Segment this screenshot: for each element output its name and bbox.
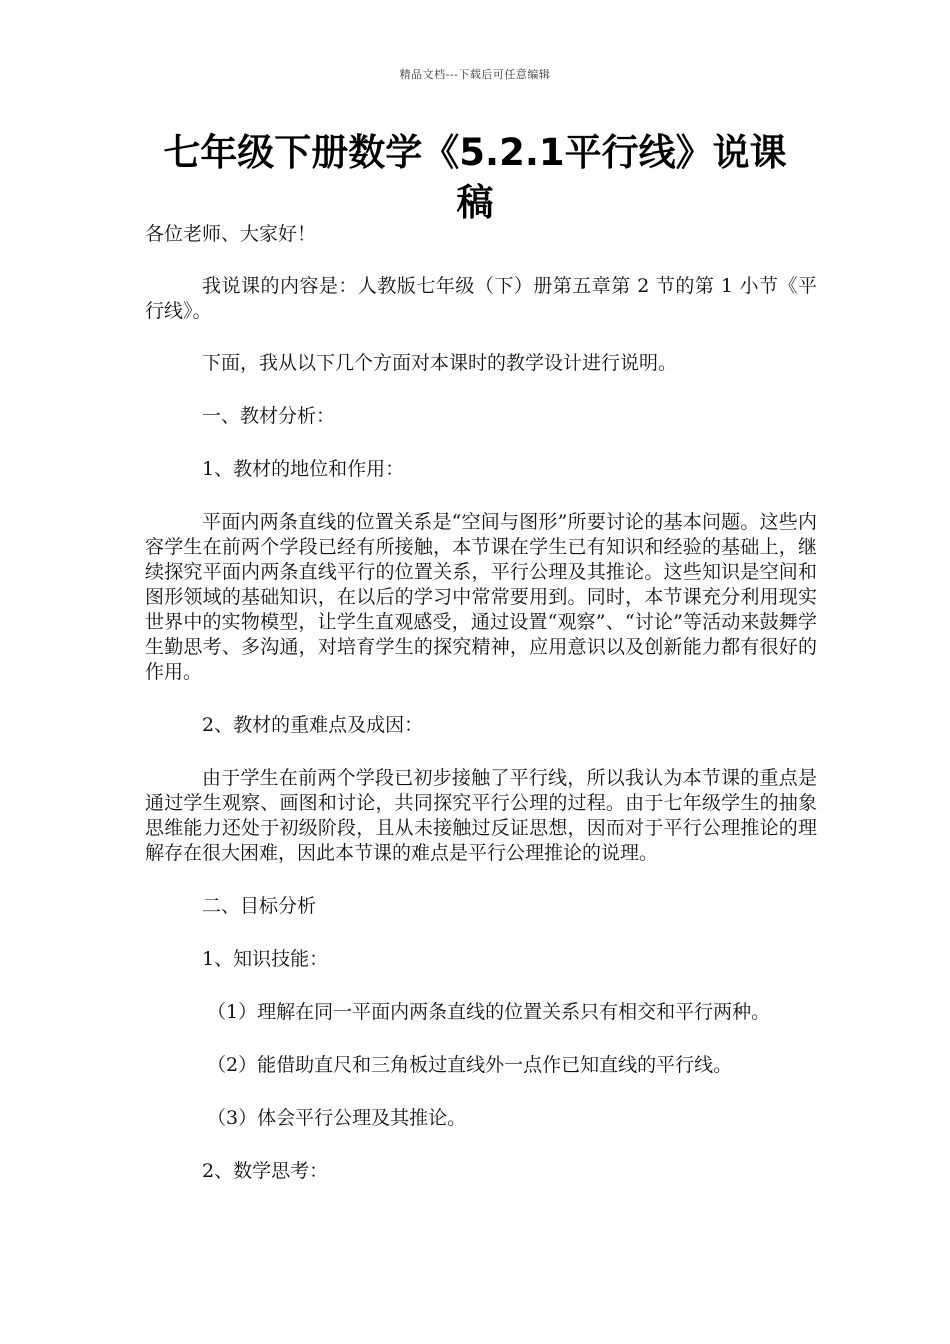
lead-paragraph: 下面，我从以下几个方面对本课时的教学设计进行说明。 <box>202 352 678 374</box>
document-body <box>145 222 817 1184</box>
section-1-paragraph-1: 平面内两条直线的位置关系是“空间与图形”所要讨论的基本问题。这些内容学生在前两个学段已经有所接触，本节课在学生已有知识和经验的基础上，继续探究平面内两条直线平行的位置关系，平行公理及其推论。这些知识是空间和图形领域的基础知识，在以后的学习中常常要用到。同时，本节课充分利用现实世界中的实物模型，让学生直观感受，通过设置“观察”、“讨论”等活动来鼓舞学生勤思考、多沟通，对培育学生的探究精神，应用意识以及创新能力都有很好的作用。 <box>145 511 817 683</box>
goal-item-3: （3）体会平行公理及其推论。 <box>207 1107 467 1129</box>
section-2-subheading-2: 2、数学思考： <box>202 1160 329 1182</box>
goal-item-1: （1）理解在同一平面内两条直线的位置关系只有相交和平行两种。 <box>207 1001 771 1023</box>
section-1-subheading-2: 2、教材的重难点及成因： <box>202 714 424 736</box>
section-2-heading: 二、目标分析 <box>202 895 317 917</box>
header-note: 精品文档---下载后可任意编辑 <box>399 68 551 81</box>
title-line-1: 七年级下册数学《5.2.1平行线》说课 <box>163 131 787 174</box>
goal-item-2: （2）能借助直尺和三角板过直线外一点作已知直线的平行线。 <box>207 1054 733 1076</box>
greeting: 各位老师、大家好！ <box>145 223 317 245</box>
intro-paragraph: 我说课的内容是：人教版七年级（下）册第五章第 2 节的第 1 小节《平行线》。 <box>145 275 817 322</box>
section-1-subheading-1: 1、教材的地位和作用： <box>202 458 405 480</box>
section-1-paragraph-2: 由于学生在前两个学段已初步接触了平行线，所以我认为本节课的重点是通过学生观察、画图和讨论，共同探究平行公理的过程。由于七年级学生的抽象思维能力还处于初级阶段，且从未接触过反证思想，因而对于平行公理推论的理解存在很大困难，因此本节课的难点是平行公理推论的说理。 <box>145 767 817 864</box>
document-title <box>120 128 830 228</box>
title-line-2: 稿 <box>456 181 494 224</box>
section-1-heading: 一、教材分析： <box>202 405 336 427</box>
section-2-subheading-1: 1、知识技能： <box>202 948 329 970</box>
